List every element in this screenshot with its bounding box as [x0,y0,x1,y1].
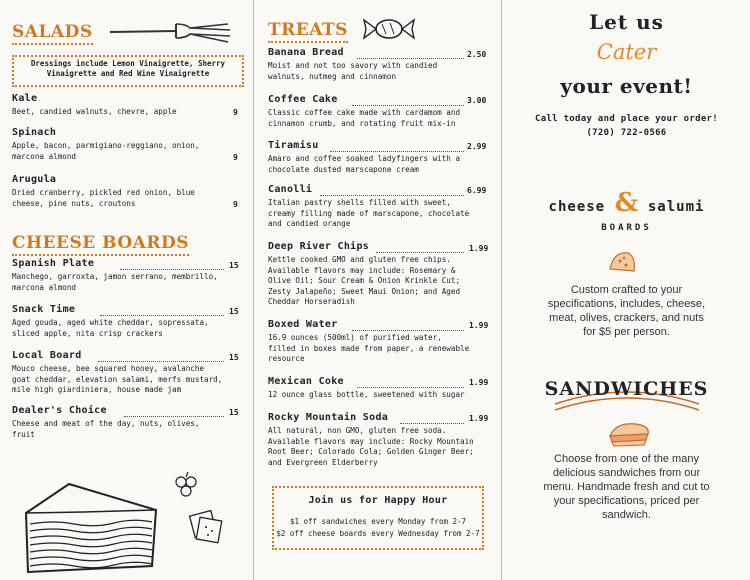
menu-item [268,184,478,230]
menu-item [268,47,478,82]
item-price: 3.00 [467,96,487,105]
phone-number[interactable]: (720) 722-0566 [586,128,667,138]
item-name: Coffee Cake [268,94,338,105]
column-catering [501,0,750,580]
your-event-heading: your event! [560,74,693,98]
menu-item [268,412,478,468]
price-leader [100,315,224,316]
item-price: 15 [229,307,239,316]
item-desc: 16.9 ounces (500ml) of purified water, filled in boxes made from paper, a renewable resource [268,333,470,363]
item-desc: Aged gouda, aged white cheddar, sopressata, sliced apple, nita crisp crackers [12,318,209,338]
menu-item [12,258,224,293]
item-name: Rocky Mountain Soda [268,412,389,423]
let-us-heading: Let us [589,10,664,34]
grapes-icon [172,470,202,500]
menu-item [268,241,470,308]
item-desc: 12 ounce glass bottle, sweetened with sugar [268,390,465,399]
item-name: Spanish Plate [12,258,95,269]
item-name: Snack Time [12,304,76,315]
salami-icon [606,247,640,277]
item-price: 2.50 [467,50,487,59]
item-desc: Dried cranberry, pickled red onion, blue cheese, pine nuts, croutons [12,188,195,208]
item-price: 1.99 [469,321,489,330]
item-desc: Moist and not too savory with candied walnuts, nutmeg and cinnamon [268,61,438,81]
price-leader [376,252,464,253]
item-price: 2.99 [467,142,487,151]
item-price: 1.99 [469,244,489,253]
menu-item [268,140,478,175]
item-name: Spinach [12,127,57,138]
item-price: 9 [233,108,238,117]
item-name: Arugula [12,174,57,185]
item-desc: Italian pastry shells filled with sweet, creamy filling made of marscapone, chocolate and candied orange [268,198,470,228]
happy-hour-line: $2 off cheese boards every Wednesday from 2-7 [276,529,480,538]
menu-item [268,94,478,129]
item-price: 1.99 [469,414,489,423]
happy-hour-title: Join us for Happy Hour [308,495,448,506]
item-name: Deep River Chips [268,241,370,252]
cheese-wheel-illustration [14,468,174,578]
boards-word: BOARDS [601,223,652,233]
cheese-word: cheese [548,199,606,215]
menu-item [268,376,478,401]
item-desc: Apple, bacon, parmigiano-reggiano, onion, marcona almond [12,141,200,161]
treats-title: TREATS [268,20,348,40]
price-leader [330,151,464,152]
item-name: Kale [12,93,38,104]
sandwiches-title: SANDWICHES [544,378,709,400]
candy-icon [360,14,418,44]
item-desc: All natural, non GMO, gluten free soda. Available flavors may include: Rocky Mountain Root Beer; Colorado Cola; Golden Ginger Beer; and Evergreen Elderberry [268,426,474,467]
column-salads-cheese [0,0,252,580]
item-desc: Amaro and coffee soaked ladyfingers with a chocolate dusted marscapone cream [268,154,461,174]
cracker-icon [186,505,226,545]
salads-title: SALADS [12,22,93,42]
sandwich-icon [606,418,652,448]
item-name: Mexican Coke [268,376,344,387]
happy-hour-box [272,486,484,550]
item-name: Local Board [12,350,82,361]
dressing-note-box [12,55,244,87]
price-leader [352,330,464,331]
item-name: Dealer's Choice [12,405,107,416]
item-desc: Manchego, garroxta, jamon serrano, membrillo, marcona almond [12,272,218,292]
cheese-salumi-logo [502,188,750,218]
item-name: Boxed Water [268,319,338,330]
sandwiches-desc: Choose from one of the many delicious sandwiches from our menu. Handmade fresh and cut to your specifications, priced per sandwich. [543,453,710,521]
menu-item [268,319,470,365]
price-leader [98,361,224,362]
price-leader [120,269,224,270]
price-leader [357,58,464,59]
item-price: 15 [229,408,239,417]
menu-item [12,350,224,396]
menu-item [12,127,230,162]
salumi-word: salumi [647,199,705,215]
item-price: 15 [229,353,239,362]
item-name: Banana Bread [268,47,344,58]
item-price: 1.99 [469,378,489,387]
item-desc: Kettle cooked GMO and gluten free chips. Available flavors may include: Rosemary & Olive Oil; Sour Cream & Onion Krinkle Cut; Zesty Jalapeño; Sweet Maui Onion; and Aged Cheddar Horseradish [268,255,461,306]
menu-item [12,174,230,209]
cater-heading: Cater [596,40,657,64]
price-leader [320,195,464,196]
menu-item [12,405,224,440]
call-today-text: Call today and place your order! [535,114,718,124]
price-leader [124,416,224,417]
item-price: 9 [233,200,238,209]
item-desc: Cheese and meat of the day, nuts, olives, fruit [12,419,200,439]
cheese-boards-title: CHEESE BOARDS [12,233,189,253]
item-price: 15 [229,261,239,270]
item-desc: Classic coffee cake made with cardamom and cinnamon crumb, and rotating fruit mix-in [268,108,461,128]
menu-item [12,304,224,339]
ampersand: & [614,188,639,218]
fork-icon [106,14,236,44]
item-price: 6.99 [467,186,487,195]
item-desc: Mouco cheese, bee squared honey, avalanche goat cheddar, elevation salami, merfs mustard, mile high giardiniera, house made jam [12,364,223,394]
item-name: Tiramisu [268,140,319,151]
item-name: Canolli [268,184,313,195]
price-leader [357,387,464,388]
happy-hour-line: $1 off sandwiches every Monday from 2-7 [289,517,467,526]
item-desc: Beet, candied walnuts, chevre, apple [12,107,177,116]
price-leader [400,423,464,424]
column-treats [253,0,501,580]
dressing-note: Dressings include Lemon Vinaigrette, Sherry Vinaigrette and Red Wine Vinaigrette [30,59,226,78]
cheese-salumi-desc: Custom crafted to your specifications, includes, cheese, meat, olives, crackers, and nuts for $5 per person. [547,284,706,338]
price-leader [352,105,464,106]
item-price: 9 [233,153,238,162]
menu-item [12,93,230,118]
